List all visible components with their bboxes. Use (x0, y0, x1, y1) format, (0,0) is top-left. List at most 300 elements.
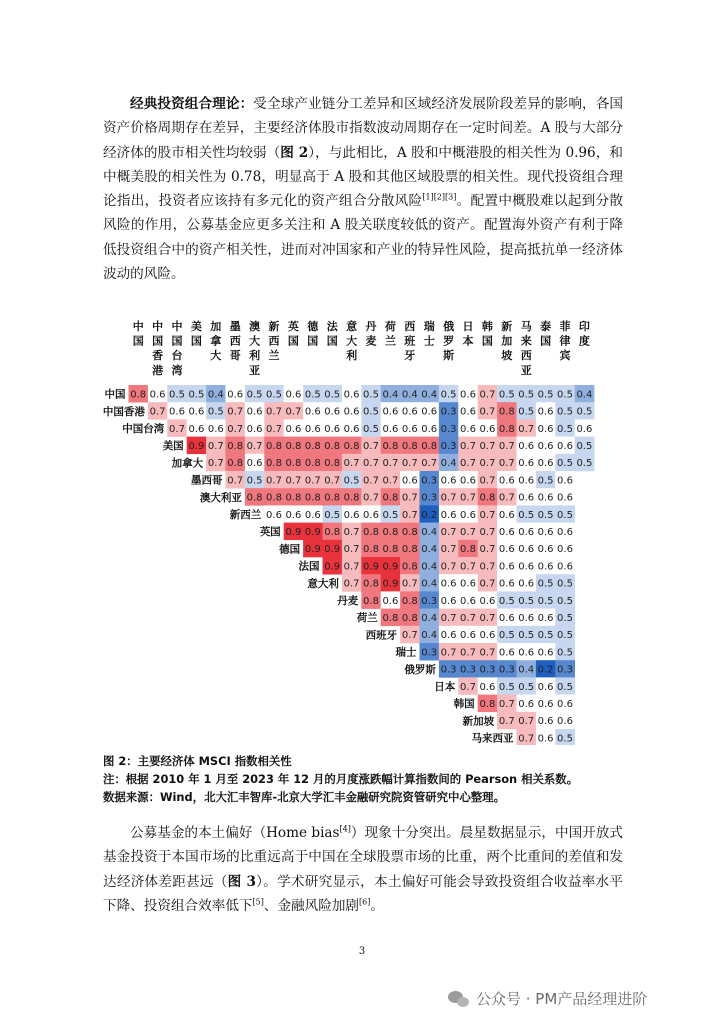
heatmap-value: 0.8 (324, 492, 341, 504)
column-header-char: 韩 (481, 320, 493, 333)
heatmap-value: 0.5 (537, 578, 554, 590)
column-header-char: 兰 (384, 334, 396, 348)
column-header-char: 英 (287, 320, 299, 333)
heatmap-value: 0.3 (421, 492, 438, 504)
heatmap-value: 0.6 (537, 527, 554, 538)
heatmap-value: 0.6 (246, 406, 263, 418)
heatmap-value: 0.5 (557, 406, 573, 418)
heatmap-value: 0.5 (498, 681, 515, 693)
paragraph-text: 。 (370, 897, 384, 914)
heatmap-value: 0.5 (246, 389, 263, 401)
heatmap-value: 0.7 (479, 544, 496, 556)
heatmap-value: 0.6 (324, 423, 341, 435)
column-header-char: 哥 (229, 349, 241, 363)
heatmap-value: 0.7 (343, 544, 360, 556)
heatmap-value: 0.8 (363, 544, 379, 556)
heatmap-value: 0.6 (518, 613, 535, 624)
heatmap-value: 0.7 (479, 561, 496, 573)
heatmap-value: 0.8 (382, 613, 399, 624)
figure-reference: 图 3 (227, 873, 256, 890)
column-header-char: 马 (520, 320, 532, 333)
heatmap-value: 0.6 (440, 595, 457, 607)
row-label: 法国 (298, 560, 320, 573)
heatmap-value: 0.6 (537, 458, 554, 470)
column-header-char: 士 (423, 334, 435, 348)
heatmap-value: 0.5 (246, 475, 263, 487)
heatmap-value: 0.7 (285, 406, 302, 418)
heatmap-value: 0.7 (149, 406, 166, 418)
row-label: 意大利 (307, 577, 339, 590)
column-header-char: 国 (152, 334, 164, 348)
heatmap-value: 0.8 (498, 423, 515, 435)
heatmap-value: 0.8 (285, 441, 302, 452)
heatmap-value: 0.6 (518, 699, 535, 710)
heatmap-value: 0.5 (576, 458, 593, 470)
heatmap-value: 0.4 (382, 389, 399, 401)
heatmap-value: 0.4 (421, 389, 438, 401)
figure-reference: 图 2 (280, 144, 309, 161)
heatmap-value: 0.6 (557, 561, 573, 573)
heatmap-value: 0.6 (440, 475, 457, 487)
heatmap-value: 0.6 (537, 441, 554, 452)
heatmap-value: 0.6 (401, 406, 418, 418)
column-header-char: 国 (326, 334, 338, 348)
heatmap-value: 0.4 (421, 613, 438, 624)
figure-caption (103, 752, 643, 806)
column-header-char: 国 (132, 334, 144, 348)
row-label: 荷兰 (356, 612, 378, 625)
heatmap-value: 0.4 (576, 389, 593, 401)
heatmap-value: 0.8 (363, 595, 379, 607)
heatmap-value: 0.7 (460, 458, 476, 470)
column-header-char: 拿 (210, 334, 222, 348)
heatmap-value: 0.5 (518, 681, 535, 693)
heatmap-value: 0.5 (188, 389, 205, 401)
heatmap-value: 0.6 (537, 406, 554, 418)
heatmap-value: 0.6 (537, 681, 554, 693)
column-header-char: 利 (346, 349, 358, 363)
heatmap-value: 0.5 (207, 406, 224, 418)
column-header-char: 香 (152, 349, 164, 363)
heatmap-value: 0.6 (188, 406, 205, 418)
heatmap-value: 0.6 (149, 389, 166, 401)
heatmap-value: 0.8 (382, 544, 399, 556)
heatmap-value: 0.7 (343, 458, 360, 470)
heatmap-value: 0.5 (557, 458, 573, 470)
column-header-char: 德 (307, 320, 319, 333)
heatmap-value: 0.3 (460, 664, 476, 676)
heatmap-value: 0.8 (401, 595, 418, 607)
heatmap-value: 0.8 (382, 492, 399, 504)
row-label: 新加坡 (462, 715, 495, 728)
heatmap-value: 0.5 (576, 406, 593, 418)
heatmap-value: 0.6 (304, 509, 321, 521)
heatmap-value: 0.6 (537, 492, 554, 504)
column-header-char: 法 (326, 320, 338, 333)
column-header-char: 罗 (443, 334, 455, 348)
heatmap-value: 0.7 (479, 406, 496, 418)
heatmap-value: 0.4 (421, 561, 438, 573)
column-header-char: 西 (268, 334, 280, 348)
column-header-char: 日 (462, 320, 474, 333)
column-header-char: 美 (190, 320, 202, 333)
figure-title: 图 2：主要经济体 MSCI 指数相关性 (103, 754, 292, 768)
heatmap-value: 0.7 (440, 647, 457, 659)
heatmap-value: 0.6 (479, 595, 496, 607)
heatmap-value: 0.6 (518, 544, 535, 556)
heatmap-value: 0.6 (363, 509, 379, 521)
heatmap-value: 0.5 (518, 389, 535, 401)
column-header-char: 中 (171, 320, 183, 333)
heatmap-value: 0.7 (227, 423, 244, 435)
heatmap-value: 0.9 (304, 527, 321, 538)
column-header-char: 麦 (365, 334, 377, 348)
heatmap-value: 0.7 (479, 389, 496, 401)
heatmap-value: 0.7 (266, 406, 282, 418)
heatmap-value: 0.7 (479, 509, 496, 521)
heatmap-value: 0.6 (401, 475, 418, 487)
citation: [1][2][3] (422, 192, 457, 202)
heatmap-value: 0.5 (537, 595, 554, 607)
heatmap-value: 0.5 (576, 441, 593, 452)
paragraph-text: 。配置中概股难以起到分散风险的作用，公募基金应更多关注和 A 股关联度较低的资产。配置海外资产有利于降低投资组合中的资产相关性，进而对冲国家和产业的特异性风险，提高抵抗单一经济体波动的风险。 (103, 193, 624, 283)
heatmap-value: 0.8 (266, 492, 282, 504)
heatmap-value: 0.3 (557, 664, 573, 676)
heatmap-value: 0.5 (363, 389, 379, 401)
heatmap-value: 0.5 (557, 509, 573, 521)
heatmap-value: 0.3 (440, 441, 457, 452)
heatmap-value: 0.7 (401, 630, 418, 642)
heatmap-value: 0.7 (479, 441, 496, 452)
column-header-char: 牙 (404, 349, 416, 363)
column-header-char: 新 (501, 320, 513, 333)
heatmap-value: 0.5 (518, 630, 535, 642)
heatmap-value: 0.6 (557, 475, 573, 487)
heatmap-value: 0.7 (207, 441, 224, 452)
column-header-char: 中 (132, 320, 144, 333)
heatmap-value: 0.6 (382, 423, 399, 435)
column-header-char: 斯 (443, 349, 455, 363)
heatmap-value: 0.7 (343, 561, 360, 573)
heatmap-value: 0.4 (421, 527, 438, 538)
heatmap-value: 0.7 (266, 423, 282, 435)
row-label: 中国台湾 (122, 423, 165, 435)
heatmap-value: 0.8 (363, 527, 379, 538)
heatmap-value: 0.6 (460, 509, 476, 521)
heatmap-value: 0.6 (382, 595, 399, 607)
heatmap-value: 0.4 (207, 389, 224, 401)
heatmap-value: 0.6 (188, 423, 205, 435)
heatmap-value: 0.8 (246, 492, 263, 504)
heatmap-value: 0.7 (460, 441, 476, 452)
heatmap-value: 0.6 (498, 527, 515, 538)
column-header-char: 班 (404, 334, 416, 348)
heatmap-value: 0.6 (285, 509, 302, 521)
heatmap-value: 0.9 (382, 561, 399, 573)
heatmap-value: 0.6 (207, 423, 224, 435)
heatmap-value: 0.6 (537, 716, 554, 728)
heatmap-value: 0.6 (518, 578, 535, 590)
heatmap-value: 0.6 (557, 699, 573, 710)
heatmap-value: 0.8 (324, 458, 341, 470)
heatmap-value: 0.8 (382, 527, 399, 538)
heatmap-value: 0.6 (343, 423, 360, 435)
heatmap-value: 0.8 (227, 458, 244, 470)
row-label: 俄罗斯 (404, 663, 436, 676)
heatmap-value: 0.7 (382, 458, 399, 470)
column-header-char: 国 (171, 334, 183, 348)
heatmap-value: 0.7 (169, 423, 185, 435)
column-header-char: 大 (346, 334, 358, 348)
heatmap-value: 0.5 (498, 630, 515, 642)
watermark (448, 988, 647, 1009)
column-header-char: 宾 (559, 349, 571, 363)
heatmap-value: 0.7 (440, 561, 457, 573)
heatmap-value: 0.6 (498, 647, 515, 659)
heatmap-value: 0.5 (518, 509, 535, 521)
heatmap-value: 0.7 (498, 699, 515, 710)
heatmap-value: 0.8 (130, 389, 147, 401)
heatmap-value: 0.6 (557, 716, 573, 728)
heatmap-value: 0.6 (460, 578, 476, 590)
heatmap-value: 0.6 (518, 527, 535, 538)
heatmap-value: 0.5 (537, 389, 554, 401)
column-header-char: 港 (152, 363, 164, 377)
column-header-char: 新 (268, 320, 280, 333)
heatmap-value: 0.6 (537, 699, 554, 710)
heatmap-value: 0.9 (285, 527, 302, 538)
heatmap-value: 0.6 (498, 613, 515, 624)
column-header-char: 加 (210, 320, 222, 333)
heatmap-value: 0.5 (324, 509, 341, 521)
column-header-char: 国 (287, 334, 299, 348)
heatmap-value: 0.6 (440, 509, 457, 521)
column-header-char: 大 (210, 349, 222, 363)
heatmap-value: 0.5 (363, 406, 379, 418)
heatmap-value: 0.7 (498, 716, 515, 728)
heatmap-value: 0.3 (479, 664, 496, 676)
heatmap-value: 0.8 (285, 492, 302, 504)
heatmap-value: 0.7 (363, 441, 379, 452)
column-header-char: 来 (520, 334, 532, 348)
heatmap-value: 0.7 (440, 527, 457, 538)
heatmap-value: 0.7 (401, 509, 418, 521)
column-header-char: 俄 (443, 320, 455, 333)
heatmap-value: 0.7 (518, 716, 535, 728)
heatmap-value: 0.6 (460, 406, 476, 418)
heatmap-value: 0.8 (343, 492, 360, 504)
heatmap-value: 0.6 (479, 423, 496, 435)
heatmap-value: 0.5 (557, 423, 573, 435)
heatmap-value: 0.7 (227, 475, 244, 487)
heatmap-value: 0.6 (421, 423, 438, 435)
heatmap-value: 0.7 (343, 527, 360, 538)
column-header-char: 国 (540, 334, 552, 348)
column-header-char: 丹 (365, 320, 377, 333)
heatmap-value: 0.6 (460, 389, 476, 401)
heatmap-value: 0.4 (421, 544, 438, 556)
heatmap-value: 0.6 (498, 561, 515, 573)
heatmap-value: 0.3 (498, 664, 515, 676)
heatmap-value: 0.8 (343, 441, 360, 452)
heatmap-value: 0.6 (498, 578, 515, 590)
heatmap-value: 0.6 (421, 406, 438, 418)
column-header-char: 印 (578, 320, 590, 333)
heatmap-value: 0.6 (460, 423, 476, 435)
heatmap-value: 0.7 (440, 544, 457, 556)
row-label: 澳大利亚 (199, 491, 242, 504)
heatmap-value: 0.7 (363, 492, 379, 504)
column-header-char: 坡 (501, 349, 513, 363)
heatmap-value: 0.7 (479, 458, 496, 470)
heatmap-value: 0.5 (537, 475, 554, 487)
paragraph-text: 、金融风险加剧 (263, 897, 360, 914)
column-header-char: 加 (501, 334, 513, 348)
heatmap-value: 0.9 (363, 561, 379, 573)
column-header-char: 亚 (520, 363, 532, 377)
heatmap-value: 0.8 (266, 441, 282, 452)
heatmap-value: 0.5 (304, 389, 321, 401)
citation: [5] (252, 897, 264, 907)
paragraph-text: ），与此相比，A 股和中概港股的相关性为 0.96，和中概美股的相关性为 0.78，明显高于 A 股和其他区域股票的相关性。现代投资组合理论指出，投资者应该持有多元化的资产组合分散风险 (103, 144, 623, 210)
heatmap-value: 0.8 (421, 441, 438, 452)
column-header-char: 西 (229, 334, 241, 348)
heatmap-value: 0.6 (169, 406, 185, 418)
heatmap-value: 0.5 (557, 681, 573, 693)
heatmap-value: 0.7 (479, 475, 496, 487)
heatmap-value: 0.5 (557, 389, 573, 401)
heatmap-value: 0.7 (401, 492, 418, 504)
heatmap-value: 0.7 (479, 647, 496, 659)
heatmap-value: 0.2 (537, 664, 554, 676)
column-header-char: 荷 (384, 320, 396, 333)
heatmap-value: 0.3 (421, 595, 438, 607)
heatmap-value: 0.8 (460, 544, 476, 556)
heatmap-value: 0.7 (498, 458, 515, 470)
heatmap-value: 0.6 (498, 475, 515, 487)
heatmap-value: 0.8 (382, 441, 399, 452)
column-header-char: 泰 (540, 320, 552, 333)
heatmap-value: 0.5 (557, 613, 573, 624)
heatmap-value: 0.7 (440, 492, 457, 504)
heatmap-value: 0.6 (518, 475, 535, 487)
heatmap-value: 0.3 (440, 406, 457, 418)
heatmap-value: 0.7 (518, 733, 535, 745)
heatmap-value: 0.7 (479, 527, 496, 538)
heatmap-value: 0.4 (421, 578, 438, 590)
heatmap-value: 0.6 (518, 441, 535, 452)
column-header-char: 西 (520, 349, 532, 363)
heatmap-value: 0.5 (498, 389, 515, 401)
heatmap-value: 0.6 (266, 509, 282, 521)
heatmap-value: 0.8 (363, 578, 379, 590)
heatmap-value: 0.8 (498, 406, 515, 418)
heatmap-value: 0.6 (557, 492, 573, 504)
heatmap-value: 0.8 (266, 458, 282, 470)
heatmap-value: 0.9 (304, 544, 321, 556)
heatmap-value: 0.6 (324, 406, 341, 418)
row-label: 美国 (162, 440, 184, 453)
column-header-char: 兰 (268, 349, 280, 363)
heatmap-value: 0.7 (227, 406, 244, 418)
heatmap-value: 0.6 (537, 423, 554, 435)
row-label: 新西兰 (229, 509, 262, 521)
heatmap-value: 0.7 (324, 475, 341, 487)
heatmap-value: 0.6 (518, 492, 535, 504)
heatmap-value: 0.6 (479, 630, 496, 642)
row-label: 马来西亚 (471, 732, 514, 745)
heatmap-value: 0.8 (324, 441, 341, 452)
column-header-char: 律 (559, 334, 571, 348)
heatmap-value: 0.7 (460, 681, 476, 693)
heatmap-value: 0.6 (576, 423, 593, 435)
heatmap-value: 0.6 (382, 406, 399, 418)
column-header-char: 大 (249, 334, 261, 348)
heatmap-value: 0.7 (460, 527, 476, 538)
heatmap-value: 0.2 (421, 509, 438, 521)
heatmap-value: 0.6 (537, 647, 554, 659)
heatmap-value: 0.7 (285, 475, 302, 487)
heatmap-value: 0.5 (557, 733, 573, 745)
row-label: 中国 (104, 388, 126, 401)
heatmap-value: 0.6 (285, 423, 302, 435)
heatmap-value: 0.5 (518, 406, 535, 418)
heatmap-value: 0.5 (557, 578, 573, 590)
heatmap-value: 0.6 (537, 613, 554, 624)
heatmap-value: 0.6 (518, 561, 535, 573)
heatmap-value: 0.8 (401, 527, 418, 538)
heatmap-value: 0.5 (557, 630, 573, 642)
heatmap-value: 0.6 (460, 595, 476, 607)
row-label: 日本 (434, 681, 456, 693)
heatmap-value: 0.5 (440, 389, 457, 401)
column-header-char: 本 (462, 334, 474, 348)
heatmap-value: 0.6 (460, 630, 476, 642)
row-label: 瑞士 (395, 646, 417, 659)
heatmap-value: 0.3 (440, 664, 457, 676)
heatmap-value: 0.5 (169, 389, 185, 401)
heatmap-value: 0.5 (498, 595, 515, 607)
paragraph-lead-heading: 经典投资组合理论： (130, 96, 254, 112)
heatmap-value: 0.7 (460, 613, 476, 624)
heatmap-value: 0.5 (557, 595, 573, 607)
row-label: 丹麦 (337, 595, 359, 607)
heatmap-value: 0.7 (421, 458, 438, 470)
heatmap-value: 0.8 (401, 561, 418, 573)
heatmap-value: 0.5 (537, 630, 554, 642)
heatmap-value: 0.7 (266, 475, 282, 487)
figure-source: 数据来源：Wind，北大汇丰智库-北京大学汇丰金融研究院资管研究中心整理。 (103, 790, 505, 804)
heatmap-value: 0.4 (440, 458, 457, 470)
heatmap-value: 0.6 (498, 509, 515, 521)
paragraph-home-bias (103, 821, 623, 918)
heatmap-value: 0.7 (498, 492, 515, 504)
citation: [6] (359, 897, 371, 907)
row-label: 英国 (259, 526, 281, 539)
heatmap-value: 0.4 (401, 389, 418, 401)
heatmap-value: 0.6 (246, 458, 263, 470)
column-header-char: 亚 (249, 363, 261, 377)
heatmap-value: 0.7 (440, 613, 457, 624)
heatmap-value: 0.7 (363, 475, 379, 487)
paragraph-text: ）现象十分突出。晨星数据显示，中国开放式基金投资于本国市场的比重远高于中国在全球股票市场的比重，两个比重间的差值和发达经济体差距甚远（ (103, 825, 623, 890)
heatmap-value: 0.6 (557, 441, 573, 452)
citation: [4] (339, 824, 351, 834)
heatmap-value: 0.6 (343, 509, 360, 521)
heatmap-value: 0.3 (421, 647, 438, 659)
heatmap-value: 0.6 (304, 423, 321, 435)
heatmap-value: 0.8 (227, 441, 244, 452)
